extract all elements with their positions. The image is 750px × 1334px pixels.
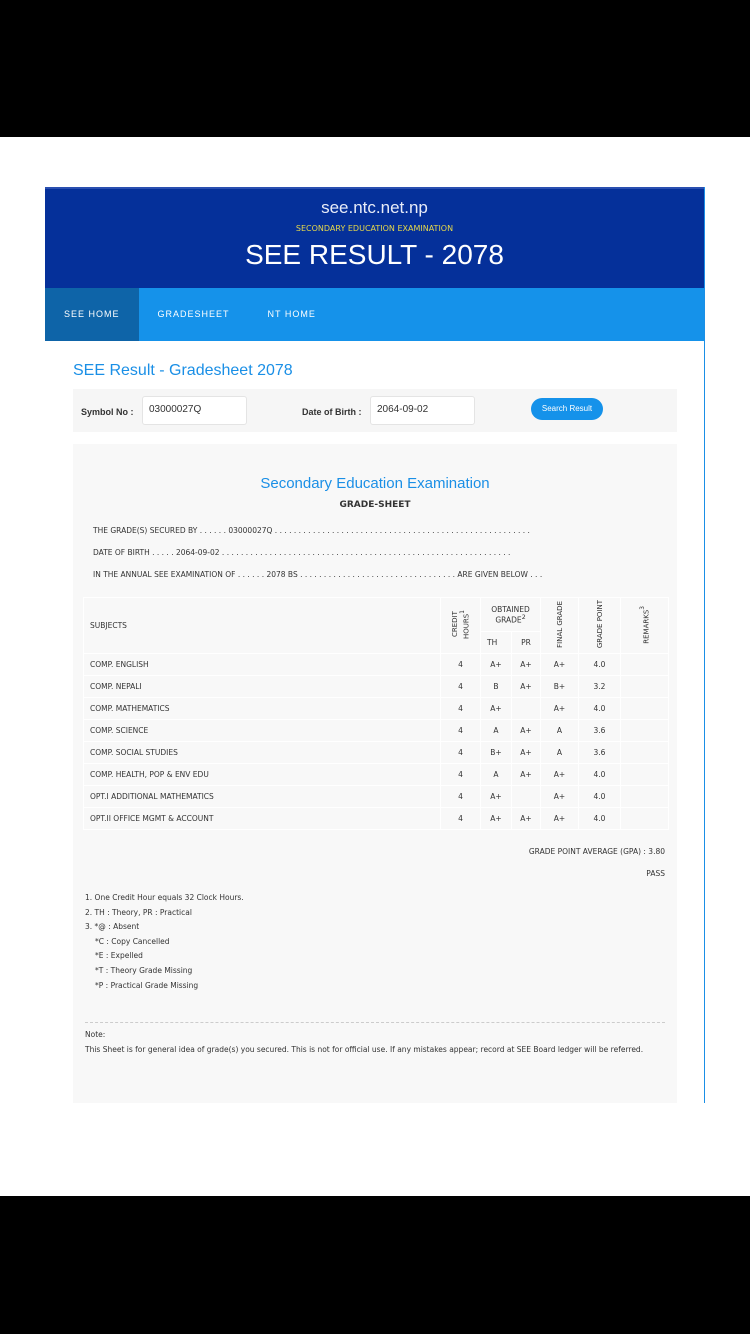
- table-cell: [621, 764, 669, 786]
- table-row: [84, 676, 669, 698]
- table-cell: 4: [441, 786, 481, 808]
- footnotes: [85, 891, 244, 993]
- footnote: 2. TH : Theory, PR : Practical: [85, 907, 192, 917]
- table-cell: A+: [512, 742, 541, 764]
- table-cell: A: [541, 742, 579, 764]
- table-row: [84, 654, 669, 676]
- main-container: [45, 187, 705, 1103]
- table-row: [84, 742, 669, 764]
- table-cell: 4.0: [579, 786, 621, 808]
- table-cell: [621, 698, 669, 720]
- table-cell: [621, 654, 669, 676]
- gradesheet: [73, 444, 677, 1103]
- table-cell: A+: [541, 698, 579, 720]
- header-title: SEE RESULT - 2078: [245, 239, 504, 270]
- table-cell: 3.2: [579, 676, 621, 698]
- header-subtitle: SECONDARY EDUCATION EXAMINATION: [295, 224, 454, 233]
- gpa: GRADE POINT AVERAGE (GPA) : 3.80: [528, 847, 665, 856]
- dob-input[interactable]: 2064-09-02: [370, 396, 475, 425]
- site-name: see.ntc.net.np: [321, 198, 428, 217]
- note-text: This Sheet is for general idea of grade(s) you secured. This is not for official use. If any mistakes appear; record at SEE Board ledger will be referred.: [85, 1045, 644, 1054]
- table-cell: A+: [512, 720, 541, 742]
- table-cell: COMP. SCIENCE: [84, 720, 441, 742]
- table-cell: 4: [441, 808, 481, 830]
- col-final: FINAL GRADE: [541, 598, 579, 654]
- table-cell: COMP. HEALTH, POP & ENV EDU: [84, 764, 441, 786]
- table-cell: A: [481, 764, 512, 786]
- table-cell: [512, 786, 541, 808]
- table-cell: 4: [441, 720, 481, 742]
- table-cell: A+: [481, 786, 512, 808]
- col-subjects: SUBJECTS: [84, 598, 441, 654]
- disclaimer: [85, 1022, 665, 1057]
- nav-nt-home[interactable]: NT HOME: [267, 309, 316, 319]
- page: [0, 137, 750, 1196]
- col-obtained: OBTAINED GRADE$^2$: [481, 598, 541, 632]
- footnote: *E : Expelled: [95, 951, 143, 961]
- table-cell: A+: [541, 808, 579, 830]
- table-cell: 4: [441, 654, 481, 676]
- col-th: TH: [481, 632, 512, 654]
- symbol-input[interactable]: 03000027Q: [142, 396, 247, 425]
- table-cell: A: [481, 720, 512, 742]
- col-grade-point: GRADE POINT: [579, 598, 621, 654]
- table-cell: COMP. NEPALI: [84, 676, 441, 698]
- table-cell: A+: [512, 808, 541, 830]
- table-cell: 4.0: [579, 654, 621, 676]
- nav-see-home[interactable]: SEE HOME: [45, 288, 139, 341]
- result-status: PASS: [646, 869, 665, 878]
- dob-label: Date of Birth :: [302, 407, 362, 417]
- table-row: [84, 698, 669, 720]
- table-cell: 4.0: [579, 764, 621, 786]
- table-cell: A+: [481, 808, 512, 830]
- col-credit: CREDIT HOURS$^1$: [441, 598, 481, 654]
- table-row: [84, 786, 669, 808]
- search-result-button[interactable]: Search Result: [531, 398, 603, 420]
- table-cell: COMP. ENGLISH: [84, 654, 441, 676]
- col-pr: PR: [512, 632, 541, 654]
- table-row: [84, 808, 669, 830]
- table-cell: [621, 742, 669, 764]
- table-cell: A+: [541, 786, 579, 808]
- table-cell: 3.6: [579, 742, 621, 764]
- table-cell: A+: [512, 764, 541, 786]
- col-remarks: REMARKS$^3$: [621, 598, 669, 654]
- footnote: *P : Practical Grade Missing: [95, 980, 199, 990]
- table-cell: 4.0: [579, 808, 621, 830]
- table-cell: [621, 808, 669, 830]
- table-cell: 4: [441, 742, 481, 764]
- secured-by-line: THE GRADE(S) SECURED BY . . . . . . 03000027Q . . . . . . . . . . . . . . . . . . . . . . . . . . . . . . . . . . . . . . . . . . . . . . . . . . . . . .: [93, 526, 530, 535]
- table-cell: A: [541, 720, 579, 742]
- table-cell: A+: [481, 654, 512, 676]
- table-cell: [512, 698, 541, 720]
- page-title: SEE Result - Gradesheet 2078: [73, 362, 293, 379]
- table-cell: 4.0: [579, 698, 621, 720]
- table-cell: B: [481, 676, 512, 698]
- table-cell: A+: [512, 676, 541, 698]
- footnote: *C : Copy Cancelled: [95, 936, 170, 946]
- table-cell: 4: [441, 676, 481, 698]
- header-banner: [45, 187, 704, 288]
- table-cell: A+: [512, 654, 541, 676]
- table-cell: A+: [541, 654, 579, 676]
- table-cell: 4: [441, 698, 481, 720]
- table-row: [84, 720, 669, 742]
- table-cell: [621, 676, 669, 698]
- nav-gradesheet[interactable]: GRADESHEET: [157, 309, 230, 319]
- sheet-subtitle: GRADE-SHEET: [339, 500, 411, 510]
- table-cell: B+: [541, 676, 579, 698]
- table-cell: OPT.II OFFICE MGMT & ACCOUNT: [84, 808, 441, 830]
- symbol-label: Symbol No :: [81, 407, 134, 417]
- table-cell: B+: [481, 742, 512, 764]
- search-form: [73, 389, 677, 432]
- exam-line: IN THE ANNUAL SEE EXAMINATION OF . . . . . . 2078 BS . . . . . . . . . . . . . . . . . . . . . . . . . . . . . . . . . ARE GIVEN BELOW . . .: [93, 570, 543, 579]
- table-cell: OPT.I ADDITIONAL MATHEMATICS: [84, 786, 441, 808]
- table-cell: 3.6: [579, 720, 621, 742]
- nav-bar: [45, 288, 704, 341]
- table-cell: [621, 720, 669, 742]
- grades-table: [83, 597, 669, 830]
- footnote: 1. One Credit Hour equals 32 Clock Hours.: [85, 893, 244, 902]
- table-cell: A+: [481, 698, 512, 720]
- dob-line: DATE OF BIRTH . . . . . 2064-09-02 . . . . . . . . . . . . . . . . . . . . . . . . . . . . . . . . . . . . . . . . . . . . . . . . . . . . . . . . . . . . .: [93, 548, 511, 557]
- table-cell: COMP. MATHEMATICS: [84, 698, 441, 720]
- table-cell: COMP. SOCIAL STUDIES: [84, 742, 441, 764]
- sheet-title: Secondary Education Examination: [260, 475, 490, 492]
- table-cell: 4: [441, 764, 481, 786]
- note-label: Note:: [85, 1030, 106, 1039]
- footnote: *T : Theory Grade Missing: [95, 965, 193, 975]
- table-row: [84, 764, 669, 786]
- table-cell: A+: [541, 764, 579, 786]
- footnote: 3. *@ : Absent: [85, 922, 140, 932]
- table-cell: [621, 786, 669, 808]
